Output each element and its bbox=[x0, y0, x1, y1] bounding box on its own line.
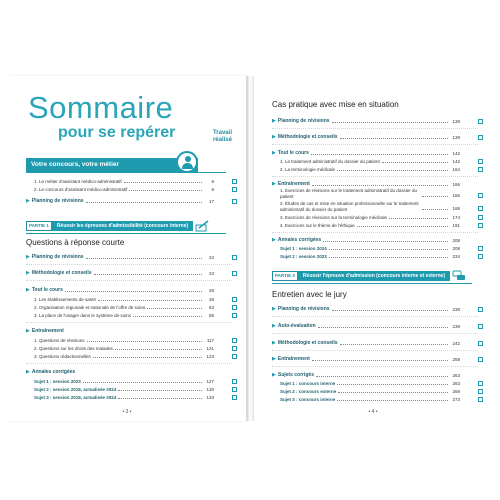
toc-label: 2. Études de cas et mise en situation professionnelle sur le traitement administratif du dossier du patient bbox=[280, 201, 419, 212]
toc-page: 263 bbox=[452, 373, 460, 378]
toc-page: 28 bbox=[208, 297, 214, 302]
checkbox[interactable] bbox=[478, 324, 483, 329]
toc-label: Tout le cours bbox=[31, 287, 63, 293]
toc-label: 3. Exercices de révisions sur la terminologie médicale bbox=[280, 215, 388, 220]
divider bbox=[272, 366, 478, 367]
toc-label: Méthodologie et conseils bbox=[31, 270, 92, 276]
checkbox[interactable] bbox=[478, 193, 483, 198]
toc-row[interactable] bbox=[272, 321, 460, 330]
divider bbox=[26, 280, 232, 281]
partie-title: Réussir l'épreuve d'admission (concours interne et externe) bbox=[298, 271, 450, 281]
toc-label: 3. La place de l'usager dans le système de soins bbox=[34, 313, 131, 318]
divider bbox=[272, 350, 478, 351]
toc-label: 1. Le métier d'assistant médico-administratif bbox=[34, 179, 122, 184]
toc-row[interactable] bbox=[34, 351, 214, 360]
toc-page: 208 bbox=[452, 246, 460, 251]
travail-realise-label: Travail réalisé bbox=[212, 130, 232, 143]
pencil-icon bbox=[195, 220, 209, 232]
checkbox[interactable] bbox=[478, 206, 483, 211]
banner-label: Votre concours, votre métier bbox=[31, 161, 120, 168]
title-sub: pour se repérer bbox=[58, 124, 176, 141]
checkbox[interactable] bbox=[478, 223, 483, 228]
toc-page: 22 bbox=[208, 255, 214, 260]
toc-page: 208 bbox=[452, 238, 460, 243]
toc-label: Planning de révisions bbox=[31, 198, 84, 204]
toc-page: 234 bbox=[452, 254, 460, 259]
toc-label: 2. La terminologie médicale bbox=[280, 167, 336, 172]
toc-label: Sujet 3 : concours interne bbox=[280, 397, 336, 402]
arrow-icon: ▶ bbox=[272, 340, 276, 346]
toc-row[interactable] bbox=[34, 310, 214, 319]
toc-label: Sujet 2 : session 2023 bbox=[280, 254, 327, 259]
page-number: • 3 • bbox=[122, 409, 132, 415]
toc-page: 23 bbox=[208, 271, 214, 276]
arrow-icon: ▶ bbox=[272, 150, 276, 156]
toc-label: Sujets corrigés bbox=[277, 372, 314, 378]
arrow-icon: ▶ bbox=[272, 356, 276, 362]
speech-bubbles-icon bbox=[452, 270, 466, 282]
checkbox[interactable] bbox=[232, 387, 237, 392]
toc-row[interactable] bbox=[280, 164, 460, 173]
divider bbox=[272, 144, 478, 145]
toc-label: Sujet 2 : session 2018, actualisée 2024 bbox=[34, 387, 117, 392]
banner-votre-concours bbox=[26, 158, 198, 172]
toc-label: Entraînement bbox=[277, 181, 310, 187]
toc-page: 242 bbox=[452, 341, 460, 346]
toc-page: 133 bbox=[206, 395, 214, 400]
divider bbox=[26, 322, 232, 323]
toc-row[interactable] bbox=[280, 220, 460, 229]
checkbox[interactable] bbox=[232, 187, 237, 192]
toc-page: 191 bbox=[452, 223, 460, 228]
toc-label: Sujet 1 : concours interne bbox=[280, 381, 336, 386]
checkbox[interactable] bbox=[478, 159, 483, 164]
right-page bbox=[253, 76, 492, 421]
toc-label: 1. Les établissements de santé bbox=[34, 297, 97, 302]
partie-1-header bbox=[26, 219, 209, 233]
toc-row[interactable] bbox=[26, 252, 214, 261]
checkbox[interactable] bbox=[478, 389, 483, 394]
toc-page: 8 bbox=[211, 179, 214, 184]
toc-row[interactable] bbox=[272, 116, 460, 125]
checkbox[interactable] bbox=[232, 271, 237, 276]
divider bbox=[26, 363, 232, 364]
toc-page: 117 bbox=[206, 338, 214, 343]
checkbox[interactable] bbox=[478, 381, 483, 386]
arrow-icon: ▶ bbox=[272, 118, 276, 124]
partie-tag: PARTIE 2 bbox=[272, 271, 298, 281]
toc-row[interactable] bbox=[280, 199, 460, 212]
toc-page: 164 bbox=[452, 167, 460, 172]
toc-page: 123 bbox=[206, 354, 214, 359]
partie-title: Réussir les épreuves d'admissibilité (concours interne) bbox=[52, 221, 193, 231]
toc-row[interactable] bbox=[26, 285, 214, 294]
checkbox[interactable] bbox=[232, 338, 237, 343]
toc-label: 1. Le traitement administratif du dossier du patient bbox=[280, 159, 380, 164]
divider bbox=[272, 128, 478, 129]
divider bbox=[272, 333, 478, 334]
divider bbox=[272, 316, 478, 317]
checkbox[interactable] bbox=[232, 313, 237, 318]
toc-label: Méthodologie et conseils bbox=[277, 134, 338, 140]
arrow-icon: ▶ bbox=[272, 181, 276, 187]
toc-label: Annales corrigées bbox=[31, 369, 76, 375]
toc-page: 121 bbox=[206, 346, 214, 351]
partie-underline bbox=[26, 233, 226, 234]
checkbox[interactable] bbox=[232, 346, 237, 351]
toc-label: Méthodologie et conseils bbox=[277, 340, 338, 346]
toc-label: 4. Exercices sur le thème de l'éthique bbox=[280, 223, 355, 228]
toc-page: 127 bbox=[206, 379, 214, 384]
toc-label: Sujet 1 : session 2024 bbox=[280, 246, 327, 251]
toc-page: 238 bbox=[452, 307, 460, 312]
toc-page: 166 bbox=[452, 182, 460, 187]
toc-label: 3. Questions rédactionnelles bbox=[34, 354, 91, 359]
arrow-icon: ▶ bbox=[26, 369, 30, 375]
toc-label: Sujet 1 : session 2023 bbox=[34, 379, 81, 384]
banner-underline bbox=[26, 172, 226, 173]
toc-label: Entraînement bbox=[277, 356, 310, 362]
divider bbox=[272, 176, 478, 177]
page-title bbox=[28, 92, 175, 142]
toc-page: 139 bbox=[452, 135, 460, 140]
toc-label: Tout le cours bbox=[277, 150, 309, 156]
arrow-icon: ▶ bbox=[272, 306, 276, 312]
toc-row[interactable] bbox=[34, 392, 214, 401]
toc-label: Annales corrigées bbox=[277, 237, 322, 243]
checkbox[interactable] bbox=[232, 354, 237, 359]
toc-row[interactable] bbox=[272, 132, 460, 141]
title-main: Sommaire bbox=[28, 90, 174, 125]
checkbox[interactable] bbox=[478, 167, 483, 172]
toc-label: Entraînement bbox=[31, 328, 64, 334]
section-heading: Questions à réponse courte bbox=[26, 238, 125, 247]
toc-page: 263 bbox=[452, 381, 460, 386]
toc-label: Planning de révisions bbox=[31, 254, 84, 260]
toc-label: 1. Questions de révisions bbox=[34, 338, 85, 343]
toc-row[interactable] bbox=[272, 338, 460, 347]
arrow-icon: ▶ bbox=[272, 134, 276, 140]
toc-page: 8 bbox=[211, 187, 214, 192]
arrow-icon: ▶ bbox=[26, 270, 30, 276]
person-icon bbox=[176, 151, 198, 173]
left-page bbox=[8, 76, 247, 421]
arrow-icon: ▶ bbox=[26, 287, 30, 293]
toc-page: 142 bbox=[452, 159, 460, 164]
partie-tag: PARTIE 1 bbox=[26, 221, 52, 231]
partie-2-header bbox=[272, 269, 466, 283]
toc-row[interactable] bbox=[34, 184, 214, 193]
toc-page: 166 bbox=[452, 193, 460, 198]
toc-page: 142 bbox=[452, 151, 460, 156]
toc-page: 17 bbox=[208, 199, 214, 204]
toc-page: 239 bbox=[452, 324, 460, 329]
checkbox[interactable] bbox=[478, 135, 483, 140]
arrow-icon: ▶ bbox=[272, 237, 276, 243]
section-heading: Entretien avec le jury bbox=[272, 290, 347, 299]
toc-label: Planning de révisions bbox=[277, 306, 330, 312]
arrow-icon: ▶ bbox=[26, 198, 30, 204]
section-heading: Cas pratique avec mise en situation bbox=[272, 100, 399, 109]
checkbox[interactable] bbox=[478, 341, 483, 346]
toc-page: 63 bbox=[208, 305, 214, 310]
toc-page: 85 bbox=[208, 313, 214, 318]
divider bbox=[26, 264, 232, 265]
checkbox[interactable] bbox=[478, 254, 483, 259]
page-number: • 4 • bbox=[368, 409, 378, 415]
toc-label: Planning de révisions bbox=[277, 118, 330, 124]
toc-label: Sujet 2 : concours externe bbox=[280, 389, 337, 394]
toc-label: 2. Le concours d'assistant médico-administratif bbox=[34, 187, 128, 192]
toc-row[interactable] bbox=[26, 268, 214, 277]
toc-row[interactable] bbox=[26, 196, 214, 205]
arrow-icon: ▶ bbox=[26, 328, 30, 334]
toc-page: 259 bbox=[452, 357, 460, 362]
arrow-icon: ▶ bbox=[26, 254, 30, 260]
checkbox[interactable] bbox=[232, 395, 237, 400]
checkbox[interactable] bbox=[478, 307, 483, 312]
checkbox[interactable] bbox=[232, 179, 237, 184]
toc-page: 138 bbox=[452, 119, 460, 124]
checkbox[interactable] bbox=[232, 305, 237, 310]
toc-row[interactable] bbox=[280, 186, 460, 199]
checkbox[interactable] bbox=[478, 246, 483, 251]
toc-page: 273 bbox=[452, 397, 460, 402]
toc-page: 174 bbox=[452, 215, 460, 220]
toc-page: 28 bbox=[208, 288, 214, 293]
toc-label: 1. Exercices de révisions sur le traitement administratif du dossier du patient bbox=[280, 188, 418, 199]
checkbox[interactable] bbox=[478, 215, 483, 220]
checkbox[interactable] bbox=[232, 199, 237, 204]
toc-row[interactable] bbox=[26, 326, 214, 335]
divider bbox=[272, 232, 478, 233]
checkbox[interactable] bbox=[478, 119, 483, 124]
toc-page: 130 bbox=[206, 387, 214, 392]
checkbox[interactable] bbox=[232, 255, 237, 260]
arrow-icon: ▶ bbox=[272, 323, 276, 329]
partie-underline bbox=[272, 283, 472, 284]
toc-label: Auto-évaluation bbox=[277, 323, 316, 329]
checkbox[interactable] bbox=[232, 379, 237, 384]
arrow-icon: ▶ bbox=[272, 372, 276, 378]
checkbox[interactable] bbox=[478, 397, 483, 402]
toc-row[interactable] bbox=[272, 354, 460, 363]
toc-page: 168 bbox=[452, 206, 460, 211]
toc-page: 268 bbox=[452, 389, 460, 394]
toc-row[interactable] bbox=[272, 304, 460, 313]
toc-label: Sujet 3 : session 2018, actualisée 2024 bbox=[34, 395, 117, 400]
checkbox[interactable] bbox=[232, 297, 237, 302]
toc-row[interactable] bbox=[26, 367, 214, 376]
checkbox[interactable] bbox=[478, 357, 483, 362]
toc-row[interactable] bbox=[280, 394, 460, 403]
toc-label: 2. Questions sur les droits des malades bbox=[34, 346, 113, 351]
toc-label: 2. Organisation régionale et nationale de l'offre de soins bbox=[34, 305, 146, 310]
toc-row[interactable] bbox=[280, 251, 460, 260]
